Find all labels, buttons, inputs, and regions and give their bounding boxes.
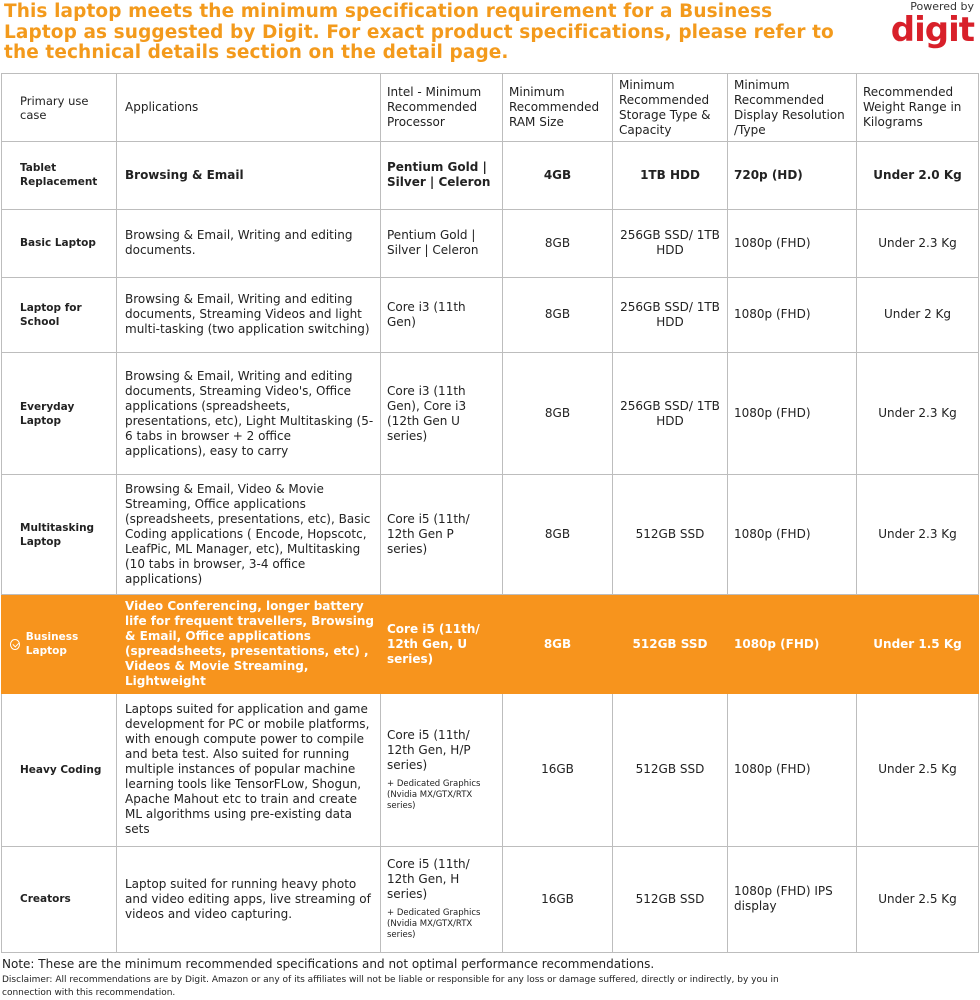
cell-ram: 8GB — [503, 475, 613, 595]
cell-apps: Video Conferencing, longer battery life for frequent travellers, Browsing & Email, Office applications (spreadsheets, presentations, etc) , Videos & Movie Streaming, Lightweight — [117, 595, 381, 694]
cell-apps: Browsing & Email, Writing and editing documents. — [117, 209, 381, 277]
cell-cpu: Core i5 (11th/ 12th Gen, U series) — [381, 595, 503, 694]
table-row — [2, 694, 979, 846]
cell-cpu: Pentium Gold | Silver | Celeron — [381, 209, 503, 277]
digit-brand — [884, 0, 974, 48]
check-circle-icon — [10, 639, 20, 650]
cell-display: 1080p (FHD) — [728, 694, 857, 846]
cell-display: 1080p (FHD) — [728, 475, 857, 595]
cell-ram: 8GB — [503, 209, 613, 277]
cell-weight: Under 2.3 Kg — [857, 475, 979, 595]
header-display: Minimum Recommended Display Resolution /Type — [728, 74, 857, 142]
cell-cpu-note: + Dedicated Graphics (Nvidia MX/GTX/RTX series) — [387, 778, 481, 811]
cell-apps: Browsing & Email — [117, 142, 381, 210]
cell-apps: Browsing & Email, Writing and editing documents, Streaming Videos and light multi-tasking (two application switching) — [117, 277, 381, 352]
cell-apps: Laptops suited for application and game development for PC or mobile platforms, with enough compute power to compile and beta test. Also suited for running multiple instances of popular machine learning tools like TensorFLow, Shogun, Apache Mahout etc to train and create ML algorithms using pre-existing data sets — [117, 694, 381, 846]
cell-ram: 8GB — [503, 352, 613, 475]
cell-weight: Under 2.0 Kg — [857, 142, 979, 210]
cell-storage: 256GB SSD/ 1TB HDD — [613, 277, 728, 352]
spec-table — [1, 73, 979, 953]
cell-storage: 512GB SSD — [613, 595, 728, 694]
cell-cpu: Core i3 (11th Gen), Core i3 (12th Gen U series) — [381, 352, 503, 475]
cell-storage: 256GB SSD/ 1TB HDD — [613, 352, 728, 475]
cell-display: 1080p (FHD) — [728, 209, 857, 277]
cell-use: Basic Laptop — [2, 209, 117, 277]
headline: This laptop meets the minimum specification requirement for a Business Laptop as suggested by Digit. For exact product specifications, please refer to the technical details section on the detail page. — [4, 1, 834, 63]
header-storage: Minimum Recommended Storage Type & Capacity — [613, 74, 728, 142]
cell-storage: 256GB SSD/ 1TB HDD — [613, 209, 728, 277]
cell-storage: 1TB HDD — [613, 142, 728, 210]
header-row — [2, 74, 979, 142]
cell-storage: 512GB SSD — [613, 694, 728, 846]
table-row — [2, 846, 979, 953]
cell-ram: 8GB — [503, 277, 613, 352]
cell-use: Everyday Laptop — [2, 352, 117, 475]
cell-use: Tablet Replacement — [2, 142, 117, 210]
table-row — [2, 352, 979, 475]
cell-display: 1080p (FHD) IPS display — [728, 846, 857, 953]
cell-display: 720p (HD) — [728, 142, 857, 210]
cell-cpu: Core i3 (11th Gen) — [381, 277, 503, 352]
cell-display: 1080p (FHD) — [728, 595, 857, 694]
cell-ram: 8GB — [503, 595, 613, 694]
disclaimer-text: Disclaimer: All recommendations are by Digit. Amazon or any of its affiliates will not be liable or responsible for any loss or damage suffered, directly or indirectly, by you in connection with this recommendation. — [2, 975, 779, 998]
table-row — [2, 475, 979, 595]
cell-cpu: Core i5 (11th/ 12th Gen P series) — [381, 475, 503, 595]
cell-weight: Under 2.5 Kg — [857, 846, 979, 953]
header-use: Primary use case — [2, 74, 117, 142]
cell-storage: 512GB SSD — [613, 475, 728, 595]
cell-apps: Browsing & Email, Video & Movie Streaming, Office applications (spreadsheets, presentations, etc), Basic Coding applications ( Encode, Hopscotc, LeafPic, ML Manager, etc), Multitasking (10 tabs in browser, 3-4 office applications) — [117, 475, 381, 595]
cell-weight: Under 2 Kg — [857, 277, 979, 352]
cell-cpu-label: Core i5 (11th/ 12th Gen, H series) — [387, 857, 470, 902]
cell-apps: Laptop suited for running heavy photo and video editing apps, live streaming of videos and video capturing. — [117, 846, 381, 953]
cell-use-label: Business Laptop — [25, 631, 79, 658]
cell-display: 1080p (FHD) — [728, 277, 857, 352]
header-apps: Applications — [117, 74, 381, 142]
header-ram: Minimum Recommended RAM Size — [503, 74, 613, 142]
table-row-highlighted — [2, 595, 979, 694]
cell-use: Multitasking Laptop — [2, 475, 117, 595]
cell-use: Heavy Coding — [2, 694, 117, 846]
digit-logo: digit — [890, 10, 974, 50]
cell-cpu-label: Core i5 (11th/ 12th Gen, H/P series) — [387, 727, 471, 772]
cell-weight: Under 2.3 Kg — [857, 209, 979, 277]
table-row — [2, 209, 979, 277]
cell-weight: Under 1.5 Kg — [857, 595, 979, 694]
table-row — [2, 142, 979, 210]
cell-storage: 512GB SSD — [613, 846, 728, 953]
cell-weight: Under 2.3 Kg — [857, 352, 979, 475]
cell-display: 1080p (FHD) — [728, 352, 857, 475]
cell-ram: 16GB — [503, 846, 613, 953]
cell-cpu — [381, 694, 503, 846]
cell-use — [2, 595, 117, 694]
cell-cpu — [381, 846, 503, 953]
table-row — [2, 277, 979, 352]
cell-ram: 16GB — [503, 694, 613, 846]
powered-by-label: Powered by — [910, 0, 974, 13]
cell-use: Laptop for School — [2, 277, 117, 352]
cell-cpu: Pentium Gold | Silver | Celeron — [381, 142, 503, 210]
header-cpu: Intel - Minimum Recommended Processor — [381, 74, 503, 142]
cell-weight: Under 2.5 Kg — [857, 694, 979, 846]
cell-ram: 4GB — [503, 142, 613, 210]
cell-cpu-note: + Dedicated Graphics (Nvidia MX/GTX/RTX series) — [387, 908, 481, 941]
cell-apps: Browsing & Email, Writing and editing documents, Streaming Video's, Office applications (spreadsheets, presentations, etc), Light Multitasking (5-6 tabs in browser + 2 office applications), easy to carry — [117, 352, 381, 475]
header-weight: Recommended Weight Range in Kilograms — [857, 74, 979, 142]
cell-use: Creators — [2, 846, 117, 953]
note-text: Note: These are the minimum recommended specifications and not optimal performance recommendations. — [2, 957, 655, 971]
